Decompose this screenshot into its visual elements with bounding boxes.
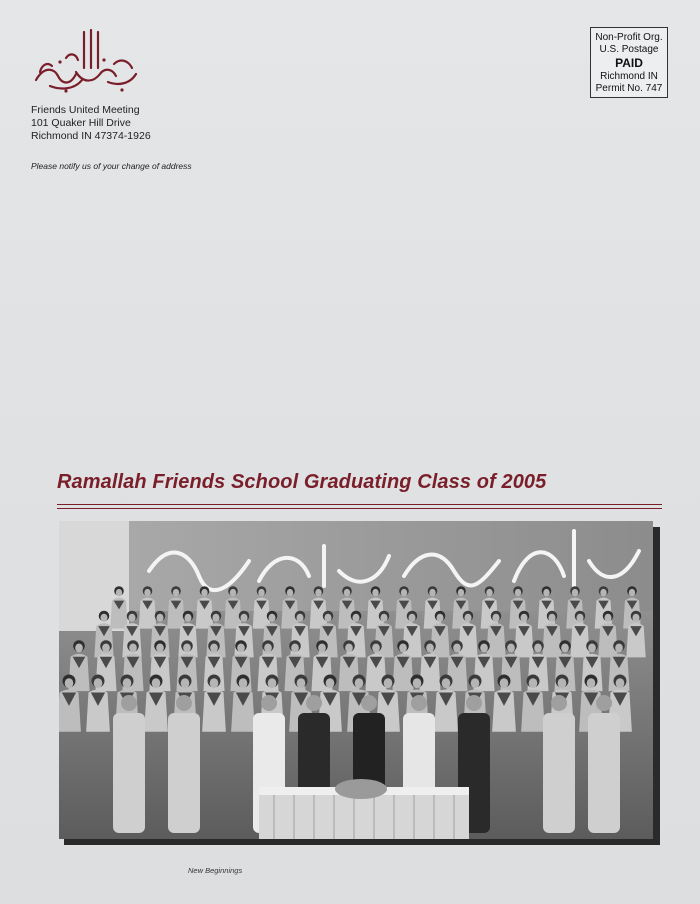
sender-city: Richmond IN 47374-1926: [31, 130, 151, 142]
footer-title: New Beginnings: [188, 866, 243, 875]
permit-line-1: Non-Profit Org.: [595, 32, 663, 43]
sender-org: Friends United Meeting: [31, 104, 140, 116]
graduating-class-photo: [59, 521, 653, 839]
permit-paid: PAID: [615, 56, 643, 70]
sender-address: [31, 104, 151, 143]
headline: Ramallah Friends School Graduating Class of 2005: [57, 471, 547, 493]
headline-rule-top: [57, 504, 662, 505]
headline-rule-bottom: [57, 508, 662, 509]
permit-line-4: Permit No. 747: [595, 83, 663, 94]
address-change-notice: Please notify us of your change of address: [31, 161, 192, 171]
calligraphy-logo-icon: [30, 28, 142, 98]
permit-line-2: U.S. Postage: [599, 44, 659, 55]
class-photo-image: [59, 521, 653, 839]
permit-line-3: Richmond IN: [600, 71, 658, 82]
postage-permit-box: [590, 27, 668, 98]
sender-street: 101 Quaker Hill Drive: [31, 117, 131, 129]
